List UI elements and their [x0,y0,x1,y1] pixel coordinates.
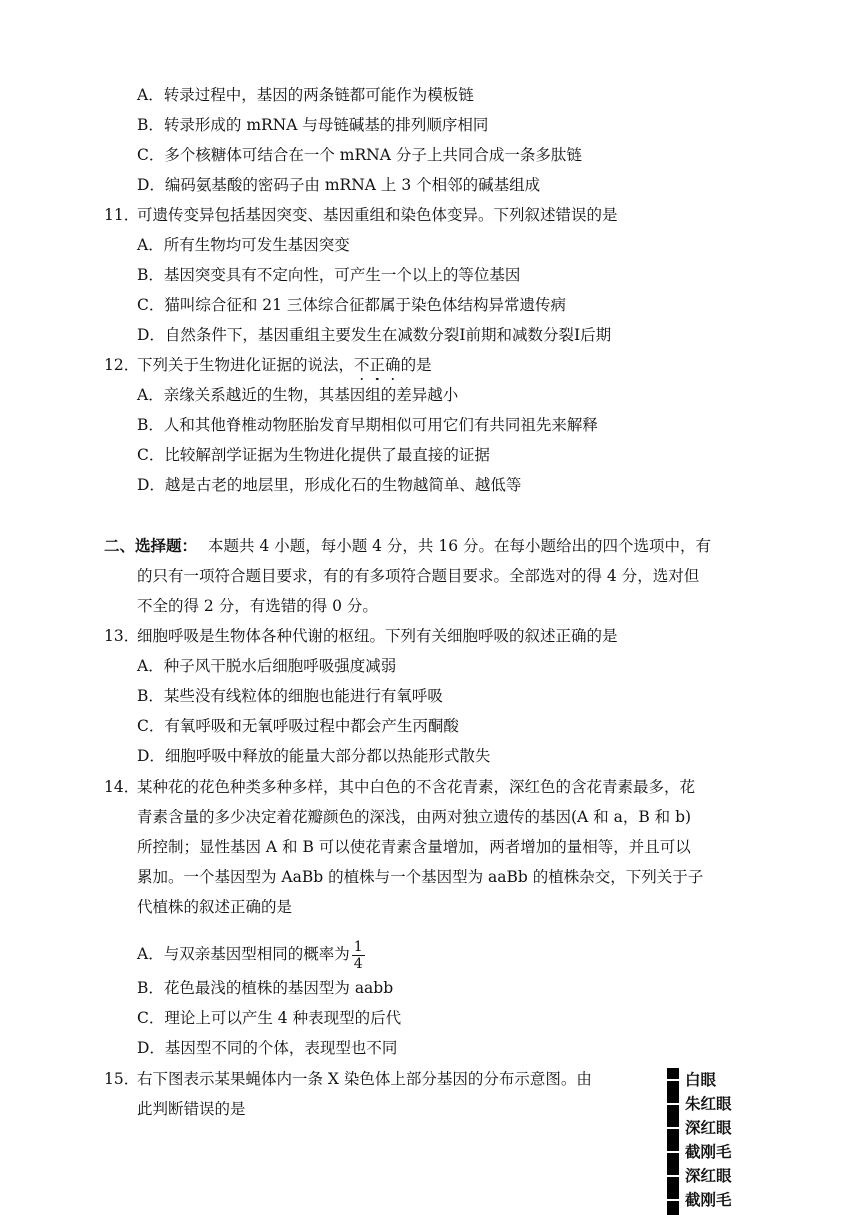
fraction-numerator: 1 [353,938,363,955]
section-2-heading: 二、选择题： [104,536,198,555]
q12-number: 12． [104,356,140,374]
q11-number: 11． [104,206,140,224]
q12-option-c: C．比较解剖学证据为生物进化提供了最直接的证据 [137,446,490,464]
q14-stem: 累加。一个基因型为 AaBb 的植株与一个基因型为 aaBb 的植株杂交，下列关于子 [137,868,704,886]
q10-option-b: B．转录形成的 mRNA 与母链碱基的排列顺序相同 [137,116,489,134]
q14-stem: 代植株的叙述正确的是 [137,898,293,916]
q14-stem: 某种花的花色种类多种多样，其中白色的不含花青素，深红色的含花青素最多，花 [137,778,696,796]
gene-label: 截刚毛 [685,1143,732,1161]
gene-label: 朱红眼 [685,1095,732,1113]
q14-option-a [137,934,365,974]
fraction-denominator: 4 [353,955,363,972]
gene-label: 白眼 [685,1071,717,1089]
q10-option-d: D．编码氨基酸的密码子由 mRNA 上 3 个相邻的碱基组成 [137,176,541,194]
q10-option-c: C．多个核糖体可结合在一个 mRNA 分子上共同合成一条多肽链 [137,146,582,164]
q14-stem: 青素含量的多少决定着花瓣颜色的深浅，由两对独立遗传的基因(A 和 a，B 和 b) [137,808,692,826]
q13-option-b: B．某些没有线粒体的细胞也能进行有氧呼吸 [137,687,443,705]
q10-option-a: A．转录过程中，基因的两条链都可能作为模板链 [137,86,474,104]
chromosome-gene [667,1189,767,1211]
q13-stem: 细胞呼吸是生物体各种代谢的枢纽。下列有关细胞呼吸的叙述正确的是 [137,627,618,645]
q14-option-b: B．花色最浅的植株的基因型为 aabb [137,979,394,997]
chromosome-gene [667,1141,767,1163]
q12-stem [137,355,432,375]
q12-option-b: B．人和其他脊椎动物胚胎发育早期相似可用它们有共同祖先来解释 [137,416,598,434]
q14-number: 14． [104,778,140,796]
q12-stem-before: 下列关于生物进化证据的说法， [137,356,355,374]
q13-option-c: C．有氧呼吸和无氧呼吸过程中都会产生丙酮酸 [137,717,459,735]
q15-stem: 此判断错误的是 [137,1100,246,1118]
q12-emphasis-char: 确 [385,356,401,374]
q14-stem: 所控制；显性基因 A 和 B 可以使花青素含量增加，两者增加的量相等，并且可以 [137,838,691,856]
q14-option-a-text: A．与双亲基因型相同的概率为 [137,945,350,963]
q11-option-a: A．所有生物均可发生基因突变 [137,236,350,254]
section-2-instructions: 本题共 4 小题，每小题 4 分，共 16 分。在每小题给出的四个选项中，有 [208,537,712,555]
q14-option-c: C．理论上可以产生 4 种表现型的后代 [137,1009,402,1027]
chromosome-gene [667,1069,767,1091]
q11-option-b: B．基因突变具有不定向性，可产生一个以上的等位基因 [137,266,521,284]
chromosome-gene [667,1117,767,1139]
q11-option-c: C．猫叫综合征和 21 三体综合征都属于染色体结构异常遗传病 [137,296,566,314]
q13-number: 13． [104,627,140,645]
q13-option-a: A．种子风干脱水后细胞呼吸强度减弱 [137,657,397,675]
q15-stem: 右下图表示某果蝇体内一条 X 染色体上部分基因的分布示意图。由 [137,1070,592,1088]
gene-label: 深红眼 [685,1119,732,1137]
q12-option-a: A．亲缘关系越近的生物，其基因组的差异越小 [137,386,459,404]
section-2-instructions: 的只有一项符合题目要求，有的有多项符合题目要求。全部选对的得 4 分，选对但 [137,567,700,585]
q11-option-d: D．自然条件下，基因重组主要发生在减数分裂Ⅰ前期和减数分裂Ⅰ后期 [137,326,612,344]
q15-number: 15． [104,1070,140,1088]
q12-emphasis-char: 正 [369,356,386,374]
q12-emphasis-char: 不 [354,356,370,374]
q12-stem-after: 的是 [400,356,432,374]
q14-option-d: D．基因型不同的个体，表现型也不同 [137,1039,398,1057]
q11-stem: 可遗传变异包括基因突变、基因重组和染色体变异。下列叙述错误的是 [137,206,618,224]
gene-label: 截刚毛 [685,1191,732,1209]
gene-label: 深红眼 [685,1167,732,1185]
fraction [352,939,365,972]
q13-option-d: D．细胞呼吸中释放的能量大部分都以热能形式散失 [137,747,491,765]
chromosome-gene [667,1093,767,1115]
chromosome-gene [667,1165,767,1187]
section-2-instructions: 不全的得 2 分，有选错的得 0 分。 [137,597,378,615]
q12-option-d: D．越是古老的地层里，形成化石的生物越简单、越低等 [137,476,522,494]
